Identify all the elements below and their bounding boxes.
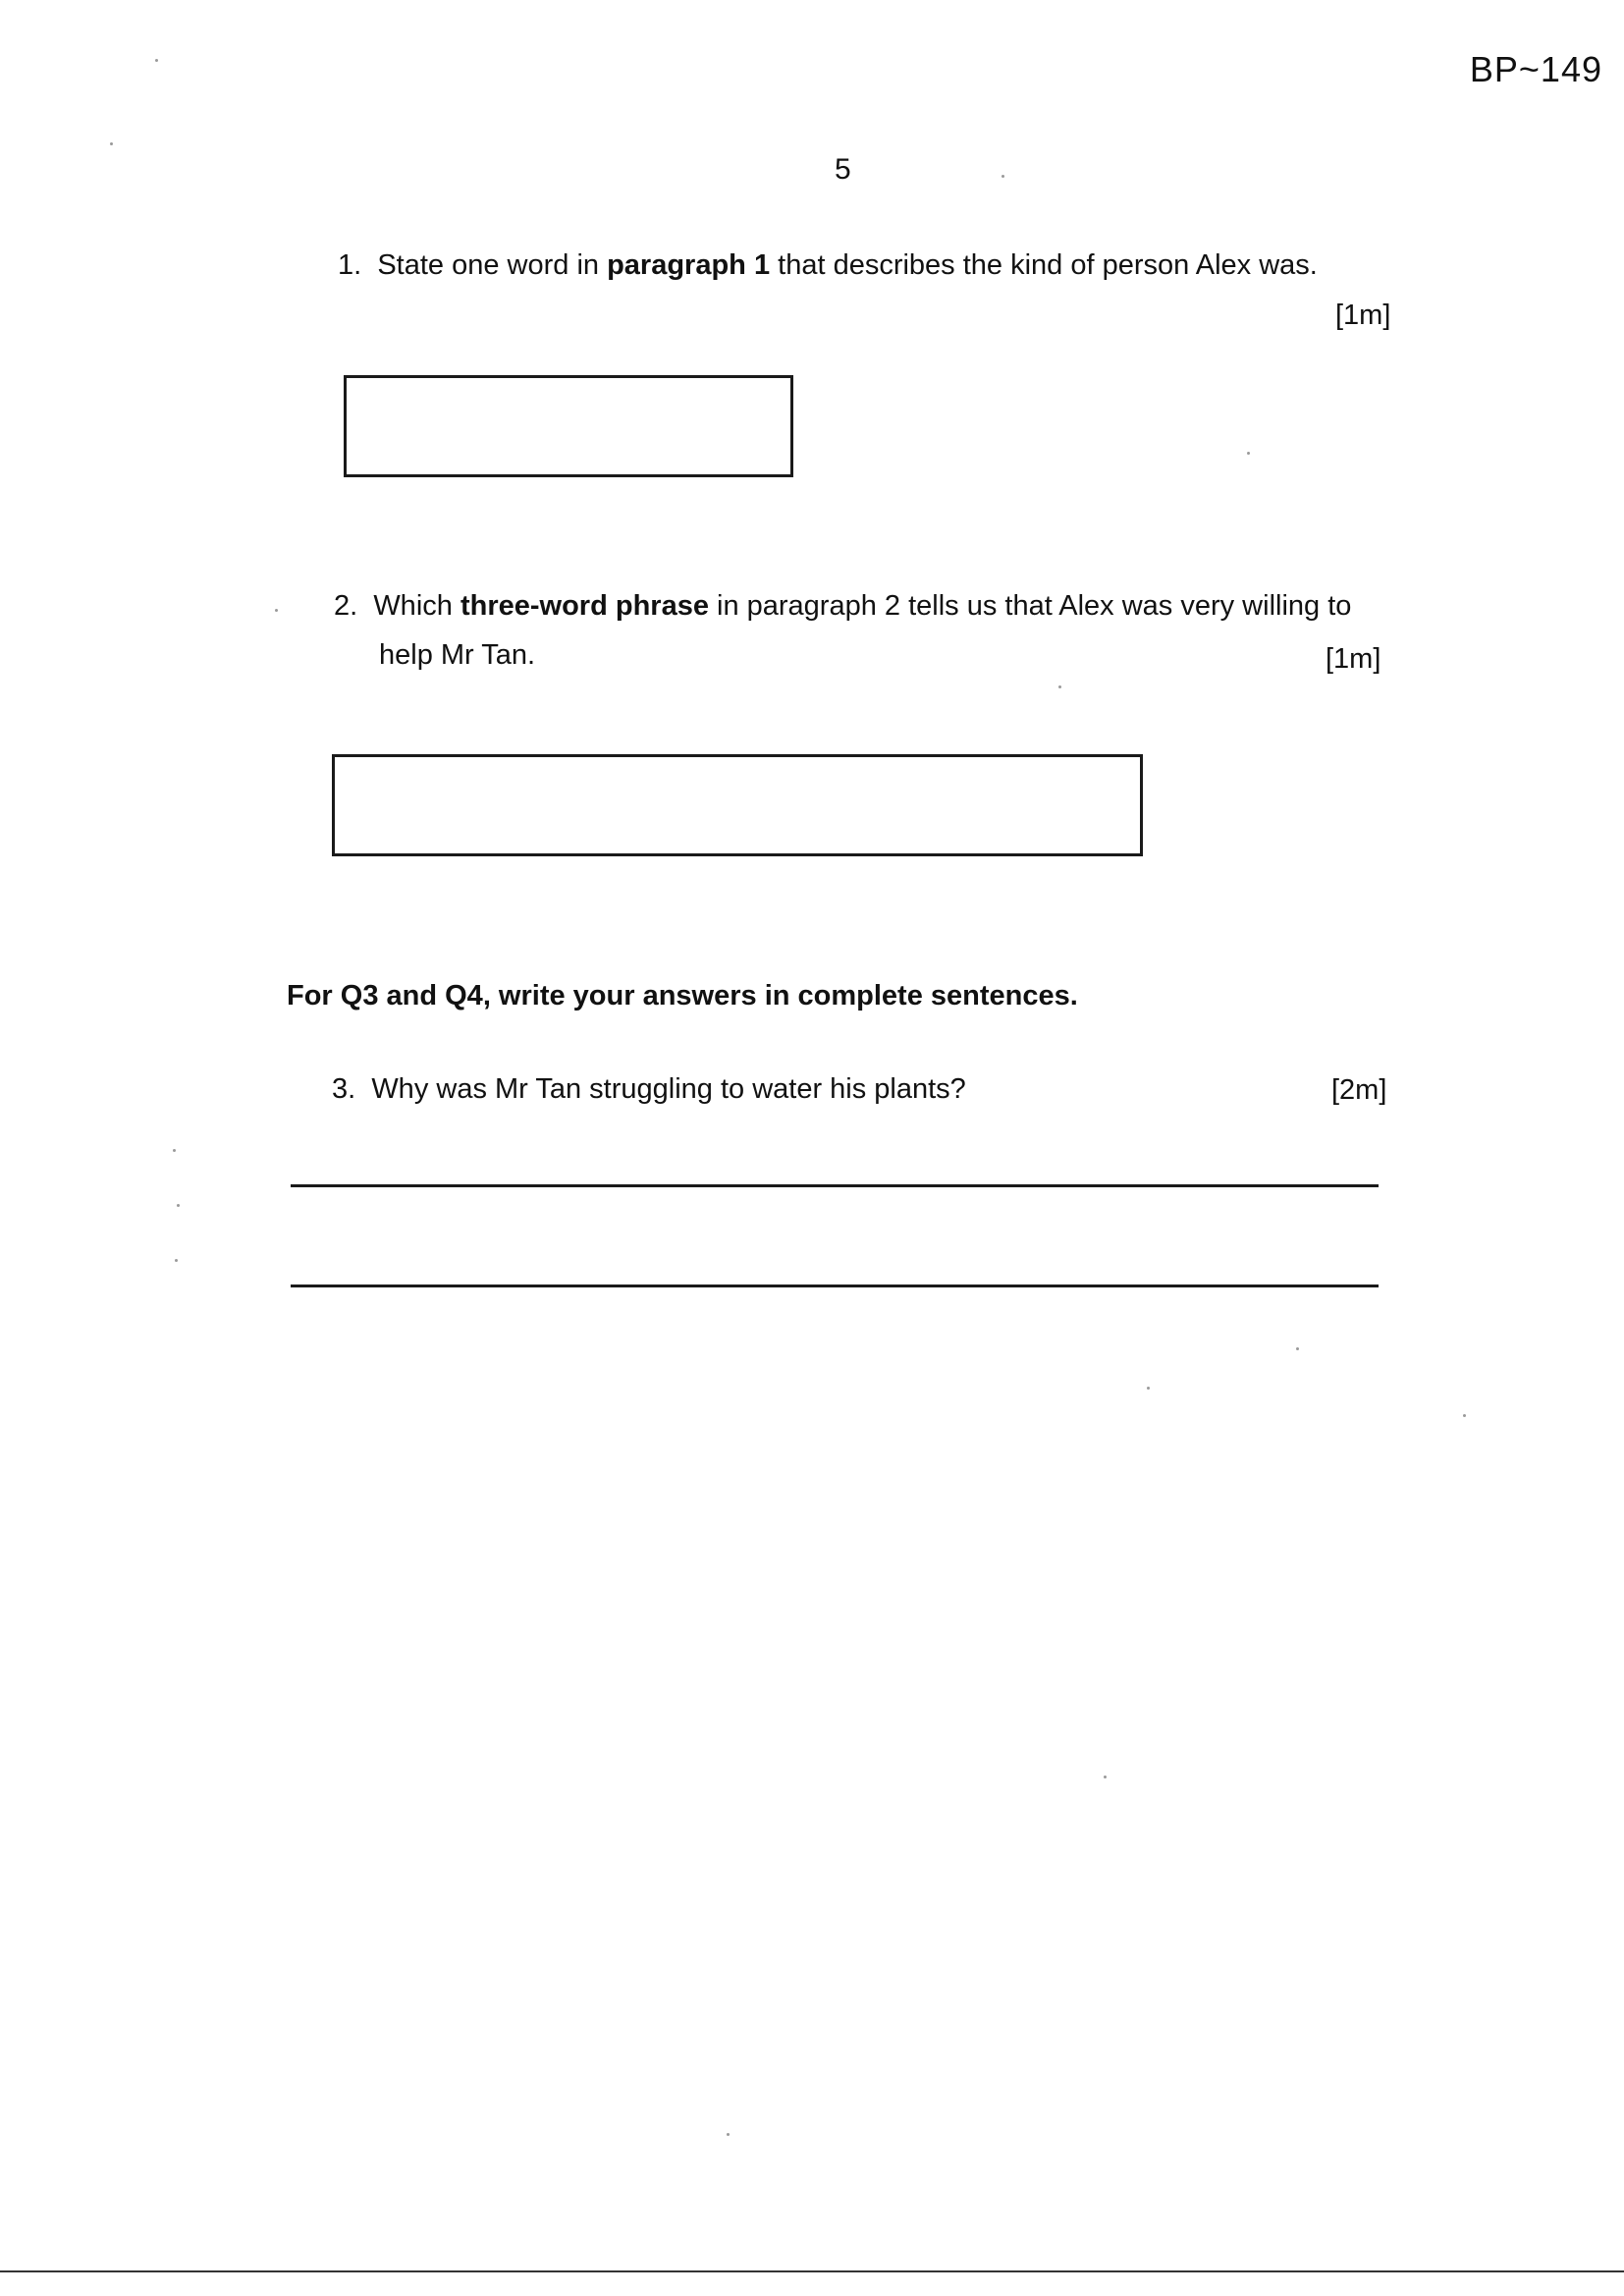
scan-speck (727, 2133, 730, 2136)
question-2-answer-box[interactable] (332, 754, 1143, 856)
question-2-line2: help Mr Tan. (379, 639, 536, 671)
scan-speck (155, 59, 158, 62)
scan-speck (173, 1149, 176, 1152)
question-1 (338, 241, 1318, 290)
question-3-answer-line-2[interactable] (291, 1285, 1379, 1287)
question-3-answer-line-1[interactable] (291, 1184, 1379, 1187)
question-1-marks: [1m] (1335, 300, 1391, 331)
question-3-text: Why was Mr Tan struggling to water his plants? (371, 1073, 966, 1105)
question-1-text-after: that describes the kind of person Alex was. (770, 249, 1318, 281)
scan-speck (1058, 685, 1061, 688)
question-2-number: 2. (334, 590, 358, 622)
question-2-text-before: Which (373, 590, 460, 622)
question-2-marks: [1m] (1326, 643, 1381, 675)
scan-speck (1247, 452, 1250, 455)
question-1-answer-box[interactable] (344, 375, 793, 477)
question-1-text-bold: paragraph 1 (607, 249, 771, 281)
scan-speck (275, 609, 278, 612)
scan-speck (177, 1204, 180, 1207)
footer-rule (0, 2270, 1624, 2272)
scan-speck (110, 142, 113, 145)
question-2-text-bold: three-word phrase (460, 590, 709, 622)
scan-speck (175, 1259, 178, 1262)
scan-speck (1147, 1387, 1150, 1390)
question-3-number: 3. (332, 1073, 356, 1105)
question-3-marks: [2m] (1331, 1074, 1387, 1106)
scan-speck (1104, 1776, 1107, 1778)
question-2 (334, 581, 1351, 630)
scan-speck (1296, 1347, 1299, 1350)
document-code: BP~149 (1469, 49, 1602, 89)
scan-speck (1463, 1414, 1466, 1417)
instruction-text: For Q3 and Q4, write your answers in complete sentences. (287, 980, 1078, 1011)
question-2-text-after: in paragraph 2 tells us that Alex was very willing to (708, 590, 1352, 622)
question-1-number: 1. (338, 249, 362, 281)
question-1-text-before: State one word in (377, 249, 608, 281)
page-number: 5 (835, 153, 851, 186)
scan-speck (1001, 175, 1004, 178)
question-3 (332, 1065, 966, 1114)
